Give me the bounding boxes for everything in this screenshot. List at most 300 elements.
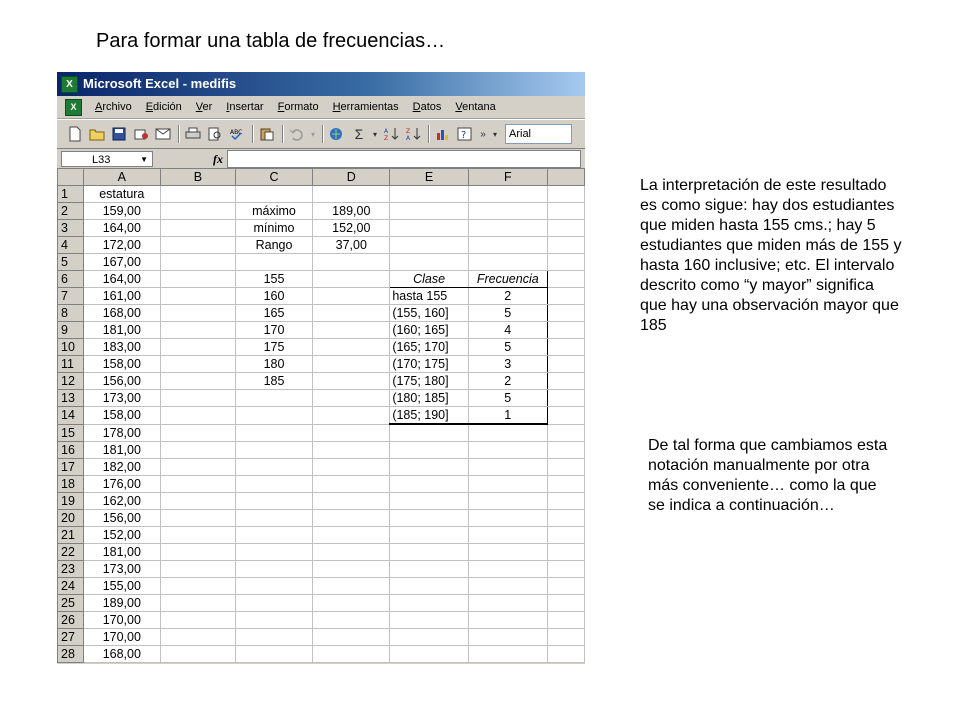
table-row [58,629,585,646]
svg-text:Z: Z [406,128,411,135]
cell-b[interactable] [161,186,236,203]
cell-f[interactable]: 5 [468,339,547,356]
cell-g[interactable] [547,390,584,407]
row-header[interactable]: 8 [58,305,84,322]
row-header[interactable]: 14 [58,407,84,425]
cell-f[interactable] [468,578,547,595]
cell-c[interactable] [235,629,313,646]
permission-icon[interactable] [131,124,151,144]
table-row [58,390,585,407]
cell-g[interactable] [547,288,584,305]
column-header[interactable]: A [83,169,161,186]
cell-e[interactable] [390,561,469,578]
column-header[interactable]: E [390,169,469,186]
title-bar[interactable] [57,72,585,96]
cell-d[interactable] [313,493,390,510]
help-icon[interactable] [455,124,475,144]
row-header[interactable]: 20 [58,510,84,527]
cell-c[interactable] [235,493,313,510]
table-row [58,527,585,544]
row-header[interactable]: 21 [58,527,84,544]
cell-c[interactable] [235,476,313,493]
cell-f[interactable] [468,527,547,544]
cell-a[interactable]: 172,00 [83,237,161,254]
cell-f[interactable] [468,459,547,476]
cell-d[interactable] [313,527,390,544]
table-row [58,510,585,527]
row-header[interactable]: 4 [58,237,84,254]
paste-icon[interactable] [257,124,277,144]
cell-d[interactable] [313,288,390,305]
cell-d[interactable] [313,459,390,476]
cell-g[interactable] [547,373,584,390]
table-row [58,493,585,510]
cell-a[interactable]: 164,00 [83,271,161,288]
cell-b[interactable] [161,322,236,339]
cell-b[interactable] [161,459,236,476]
cell-b[interactable] [161,271,236,288]
new-document-icon[interactable] [65,124,85,144]
cell-f[interactable] [468,203,547,220]
row-header[interactable]: 12 [58,373,84,390]
cell-c[interactable]: mínimo [235,220,313,237]
cell-b[interactable] [161,544,236,561]
cell-c[interactable] [235,612,313,629]
cell-f[interactable] [468,424,547,442]
table-row [58,254,585,271]
svg-text:Z: Z [384,135,389,141]
cell-d[interactable] [313,476,390,493]
cell-c[interactable]: 185 [235,373,313,390]
cell-c[interactable] [235,527,313,544]
menu-edicion[interactable]: Edición [145,101,182,113]
name-box[interactable] [61,151,153,167]
cell-g[interactable] [547,220,584,237]
cell-g[interactable] [547,407,584,425]
cell-c[interactable] [235,424,313,442]
menu-herramientas[interactable]: Herramientas [332,101,399,113]
cell-f[interactable]: 4 [468,322,547,339]
cell-g[interactable] [547,493,584,510]
toolbar-dropdown-icon[interactable]: ▾ [492,129,497,139]
cell-d[interactable] [313,424,390,442]
cell-d[interactable] [313,629,390,646]
table-row [58,476,585,493]
cell-c[interactable] [235,561,313,578]
toolbar-separator [178,125,180,143]
cell-g[interactable] [547,305,584,322]
cell-b[interactable] [161,442,236,459]
cell-d[interactable] [313,544,390,561]
cell-c[interactable] [235,578,313,595]
cell-b[interactable] [161,595,236,612]
table-row [58,459,585,476]
cell-a[interactable]: 173,00 [83,390,161,407]
cell-c[interactable] [235,646,313,663]
column-header[interactable]: D [313,169,390,186]
row-header[interactable]: 24 [58,578,84,595]
cell-e[interactable] [390,254,469,271]
cell-b[interactable] [161,305,236,322]
cell-b[interactable] [161,510,236,527]
cell-f[interactable] [468,646,547,663]
cell-e[interactable] [390,203,469,220]
row-header[interactable]: 6 [58,271,84,288]
cell-e[interactable] [390,476,469,493]
toolbar-options-icon[interactable]: » [480,128,486,140]
cell-c[interactable]: máximo [235,203,313,220]
cell-a[interactable]: 168,00 [83,305,161,322]
cell-a[interactable]: 159,00 [83,203,161,220]
cell-c[interactable]: 180 [235,356,313,373]
cell-c[interactable] [235,459,313,476]
cell-g[interactable] [547,459,584,476]
cell-d[interactable] [313,578,390,595]
cell-e[interactable]: hasta 155 [390,288,469,305]
undo-icon[interactable] [287,124,307,144]
cell-f[interactable] [468,237,547,254]
cell-b[interactable] [161,220,236,237]
cell-f[interactable]: 2 [468,288,547,305]
cell-f[interactable]: 2 [468,373,547,390]
cell-a[interactable]: 181,00 [83,322,161,339]
cell-f[interactable]: Frecuencia [468,271,547,288]
cell-d[interactable] [313,561,390,578]
cell-a[interactable]: 156,00 [83,510,161,527]
slide-title: Para formar una tabla de frecuencias… [96,30,446,52]
cell-f[interactable] [468,220,547,237]
row-header[interactable]: 16 [58,442,84,459]
table-row [58,237,585,254]
cell-e[interactable] [390,220,469,237]
cell-e[interactable]: (165; 170] [390,339,469,356]
save-icon[interactable] [109,124,129,144]
cell-d[interactable] [313,271,390,288]
cell-d[interactable] [313,186,390,203]
cell-e[interactable] [390,424,469,442]
cell-f[interactable]: 3 [468,356,547,373]
cell-e[interactable]: (180; 185] [390,390,469,407]
cell-e[interactable] [390,646,469,663]
cell-b[interactable] [161,356,236,373]
cell-g[interactable] [547,527,584,544]
cell-d[interactable] [313,305,390,322]
cell-d[interactable]: 152,00 [313,220,390,237]
cell-g[interactable] [547,544,584,561]
cell-g[interactable] [547,476,584,493]
cell-a[interactable]: 176,00 [83,476,161,493]
cell-f[interactable] [468,493,547,510]
cell-a[interactable]: 155,00 [83,578,161,595]
cell-c[interactable]: 175 [235,339,313,356]
svg-text:A: A [384,128,389,135]
cell-e[interactable] [390,237,469,254]
cell-g[interactable] [547,356,584,373]
cell-d[interactable] [313,442,390,459]
cell-c[interactable] [235,544,313,561]
cell-e[interactable]: Clase [390,271,469,288]
hyperlink-icon[interactable] [327,124,347,144]
cell-a[interactable]: 162,00 [83,493,161,510]
cell-g[interactable] [547,339,584,356]
cell-a[interactable]: 164,00 [83,220,161,237]
cell-b[interactable] [161,254,236,271]
cell-d[interactable] [313,356,390,373]
row-header[interactable]: 2 [58,203,84,220]
cell-c[interactable] [235,407,313,425]
autosum-dropdown-icon[interactable]: ▾ [372,129,377,139]
autosum-icon[interactable]: Σ [354,126,364,142]
toolbar-separator [428,125,430,143]
undo-dropdown-icon[interactable]: ▾ [310,129,315,139]
cell-b[interactable] [161,237,236,254]
cell-d[interactable] [313,407,390,425]
cell-d[interactable] [313,646,390,663]
cell-f[interactable] [468,629,547,646]
table-row [58,646,585,663]
cell-a[interactable]: 178,00 [83,424,161,442]
cell-a[interactable]: 158,00 [83,356,161,373]
table-row [58,373,585,390]
sort-ascending-icon[interactable] [381,124,401,144]
cell-b[interactable] [161,629,236,646]
cell-g[interactable] [547,186,584,203]
row-header[interactable]: 9 [58,322,84,339]
column-header[interactable]: B [161,169,236,186]
cell-b[interactable] [161,561,236,578]
cell-f[interactable] [468,186,547,203]
cell-c[interactable]: 155 [235,271,313,288]
column-header[interactable]: F [468,169,547,186]
cell-a[interactable]: 170,00 [83,629,161,646]
insert-function-icon[interactable]: fx [213,151,223,166]
formula-input[interactable] [227,150,581,168]
svg-text:?: ? [461,130,467,141]
menu-insertar[interactable]: Insertar [226,101,264,113]
cell-b[interactable] [161,424,236,442]
cell-g[interactable] [547,510,584,527]
cell-e[interactable] [390,493,469,510]
cell-b[interactable] [161,476,236,493]
select-all-corner[interactable] [58,169,84,186]
row-header[interactable]: 17 [58,459,84,476]
cell-c[interactable] [235,186,313,203]
toolbar-separator [252,125,254,143]
cell-b[interactable] [161,646,236,663]
cell-f[interactable] [468,254,547,271]
cell-b[interactable] [161,578,236,595]
row-header[interactable]: 25 [58,595,84,612]
cell-e[interactable] [390,510,469,527]
cell-f[interactable]: 5 [468,305,547,322]
table-row [58,339,585,356]
chart-wizard-icon[interactable] [433,124,453,144]
chevron-down-icon[interactable]: ▼ [140,155,148,164]
window-title: Microsoft Excel - medifis [83,76,237,91]
excel-app-icon[interactable]: X [61,76,78,93]
cell-g[interactable] [547,578,584,595]
row-header[interactable]: 13 [58,390,84,407]
table-row [58,407,585,425]
workbook-icon[interactable]: X [65,99,82,116]
notation-text: De tal forma que cambiamos esta notación manualmente por otra más conveniente… como la que se indica a continuación… [648,437,888,514]
cell-b[interactable] [161,339,236,356]
print-preview-icon[interactable] [205,124,225,144]
cell-e[interactable] [390,442,469,459]
cell-g[interactable] [547,237,584,254]
cell-b[interactable] [161,288,236,305]
menu-ver[interactable]: Ver [195,101,213,113]
cell-e[interactable] [390,595,469,612]
svg-text:ABC: ABC [230,129,243,136]
cell-a[interactable]: 158,00 [83,407,161,425]
menu-datos[interactable]: Datos [412,101,442,113]
cell-b[interactable] [161,373,236,390]
menu-ventana[interactable]: Ventana [455,101,496,113]
cell-f[interactable] [468,544,547,561]
print-icon[interactable] [183,124,203,144]
cell-b[interactable] [161,527,236,544]
cell-e[interactable] [390,459,469,476]
row-header[interactable]: 28 [58,646,84,663]
cell-g[interactable] [547,271,584,288]
spelling-icon[interactable] [227,124,247,144]
cell-d[interactable] [313,322,390,339]
cell-g[interactable] [547,646,584,663]
table-row [58,356,585,373]
cell-g[interactable] [547,612,584,629]
cell-e[interactable]: (170; 175] [390,356,469,373]
cell-g[interactable] [547,203,584,220]
cell-g[interactable] [547,595,584,612]
row-header[interactable]: 27 [58,629,84,646]
cell-a[interactable]: 173,00 [83,561,161,578]
cell-d[interactable] [313,595,390,612]
cell-f[interactable] [468,561,547,578]
cell-c[interactable] [235,510,313,527]
cell-g[interactable] [547,424,584,442]
row-header[interactable]: 7 [58,288,84,305]
cell-e[interactable] [390,612,469,629]
row-header[interactable]: 23 [58,561,84,578]
toolbar-separator [282,125,284,143]
cell-a[interactable]: 156,00 [83,373,161,390]
row-header[interactable]: 26 [58,612,84,629]
cell-d[interactable] [313,510,390,527]
cell-c[interactable]: 170 [235,322,313,339]
table-row [58,203,585,220]
row-header[interactable]: 1 [58,186,84,203]
cell-f[interactable] [468,510,547,527]
cell-e[interactable] [390,544,469,561]
cell-g[interactable] [547,254,584,271]
cell-g[interactable] [547,629,584,646]
cell-d[interactable]: 189,00 [313,203,390,220]
row-header[interactable]: 3 [58,220,84,237]
cell-b[interactable] [161,203,236,220]
cell-f[interactable]: 5 [468,390,547,407]
cell-b[interactable] [161,390,236,407]
cell-a[interactable]: 161,00 [83,288,161,305]
row-header[interactable]: 18 [58,476,84,493]
row-header[interactable]: 10 [58,339,84,356]
cell-f[interactable] [468,442,547,459]
cell-c[interactable]: 160 [235,288,313,305]
cell-g[interactable] [547,561,584,578]
cell-c[interactable] [235,595,313,612]
table-row [58,305,585,322]
cell-c[interactable]: 165 [235,305,313,322]
cell-e[interactable] [390,186,469,203]
cell-d[interactable]: 37,00 [313,237,390,254]
cell-c[interactable] [235,254,313,271]
cell-f[interactable] [468,595,547,612]
cell-a[interactable]: estatura [83,186,161,203]
cell-a[interactable]: 181,00 [83,442,161,459]
font-name-box[interactable]: Arial [505,124,572,144]
cell-e[interactable]: (175; 180] [390,373,469,390]
cell-a[interactable]: 181,00 [83,544,161,561]
cell-f[interactable] [468,612,547,629]
sort-descending-icon[interactable] [403,124,423,144]
email-icon[interactable] [153,124,173,144]
cell-c[interactable] [235,442,313,459]
cell-d[interactable] [313,339,390,356]
table-row [58,271,585,288]
cell-e[interactable] [390,527,469,544]
cell-g[interactable] [547,322,584,339]
cell-b[interactable] [161,612,236,629]
cell-a[interactable]: 182,00 [83,459,161,476]
cell-a[interactable]: 168,00 [83,646,161,663]
row-header[interactable]: 19 [58,493,84,510]
cell-b[interactable] [161,407,236,425]
cell-a[interactable]: 189,00 [83,595,161,612]
row-header[interactable]: 11 [58,356,84,373]
row-header[interactable]: 5 [58,254,84,271]
table-row [58,322,585,339]
menu-formato[interactable]: Formato [277,101,319,113]
column-header[interactable] [547,169,584,186]
cell-e[interactable]: (160; 165] [390,322,469,339]
cell-a[interactable]: 170,00 [83,612,161,629]
cell-d[interactable] [313,254,390,271]
cell-d[interactable] [313,612,390,629]
column-header[interactable]: C [235,169,313,186]
cell-f[interactable]: 1 [468,407,547,425]
cell-a[interactable]: 152,00 [83,527,161,544]
cell-d[interactable] [313,373,390,390]
cell-e[interactable] [390,578,469,595]
menu-archivo[interactable]: Archivo [95,101,132,113]
cell-c[interactable] [235,390,313,407]
cell-g[interactable] [547,442,584,459]
cell-b[interactable] [161,493,236,510]
table-row [58,561,585,578]
cell-f[interactable] [468,476,547,493]
cell-d[interactable] [313,390,390,407]
menu-bar [57,96,585,119]
cell-e[interactable] [390,629,469,646]
open-folder-icon[interactable] [87,124,107,144]
cell-a[interactable]: 167,00 [83,254,161,271]
cell-a[interactable]: 183,00 [83,339,161,356]
cell-e[interactable]: (155, 160] [390,305,469,322]
cell-e[interactable]: (185; 190] [390,407,469,425]
row-header[interactable]: 22 [58,544,84,561]
row-header[interactable]: 15 [58,424,84,442]
cell-c[interactable]: Rango [235,237,313,254]
